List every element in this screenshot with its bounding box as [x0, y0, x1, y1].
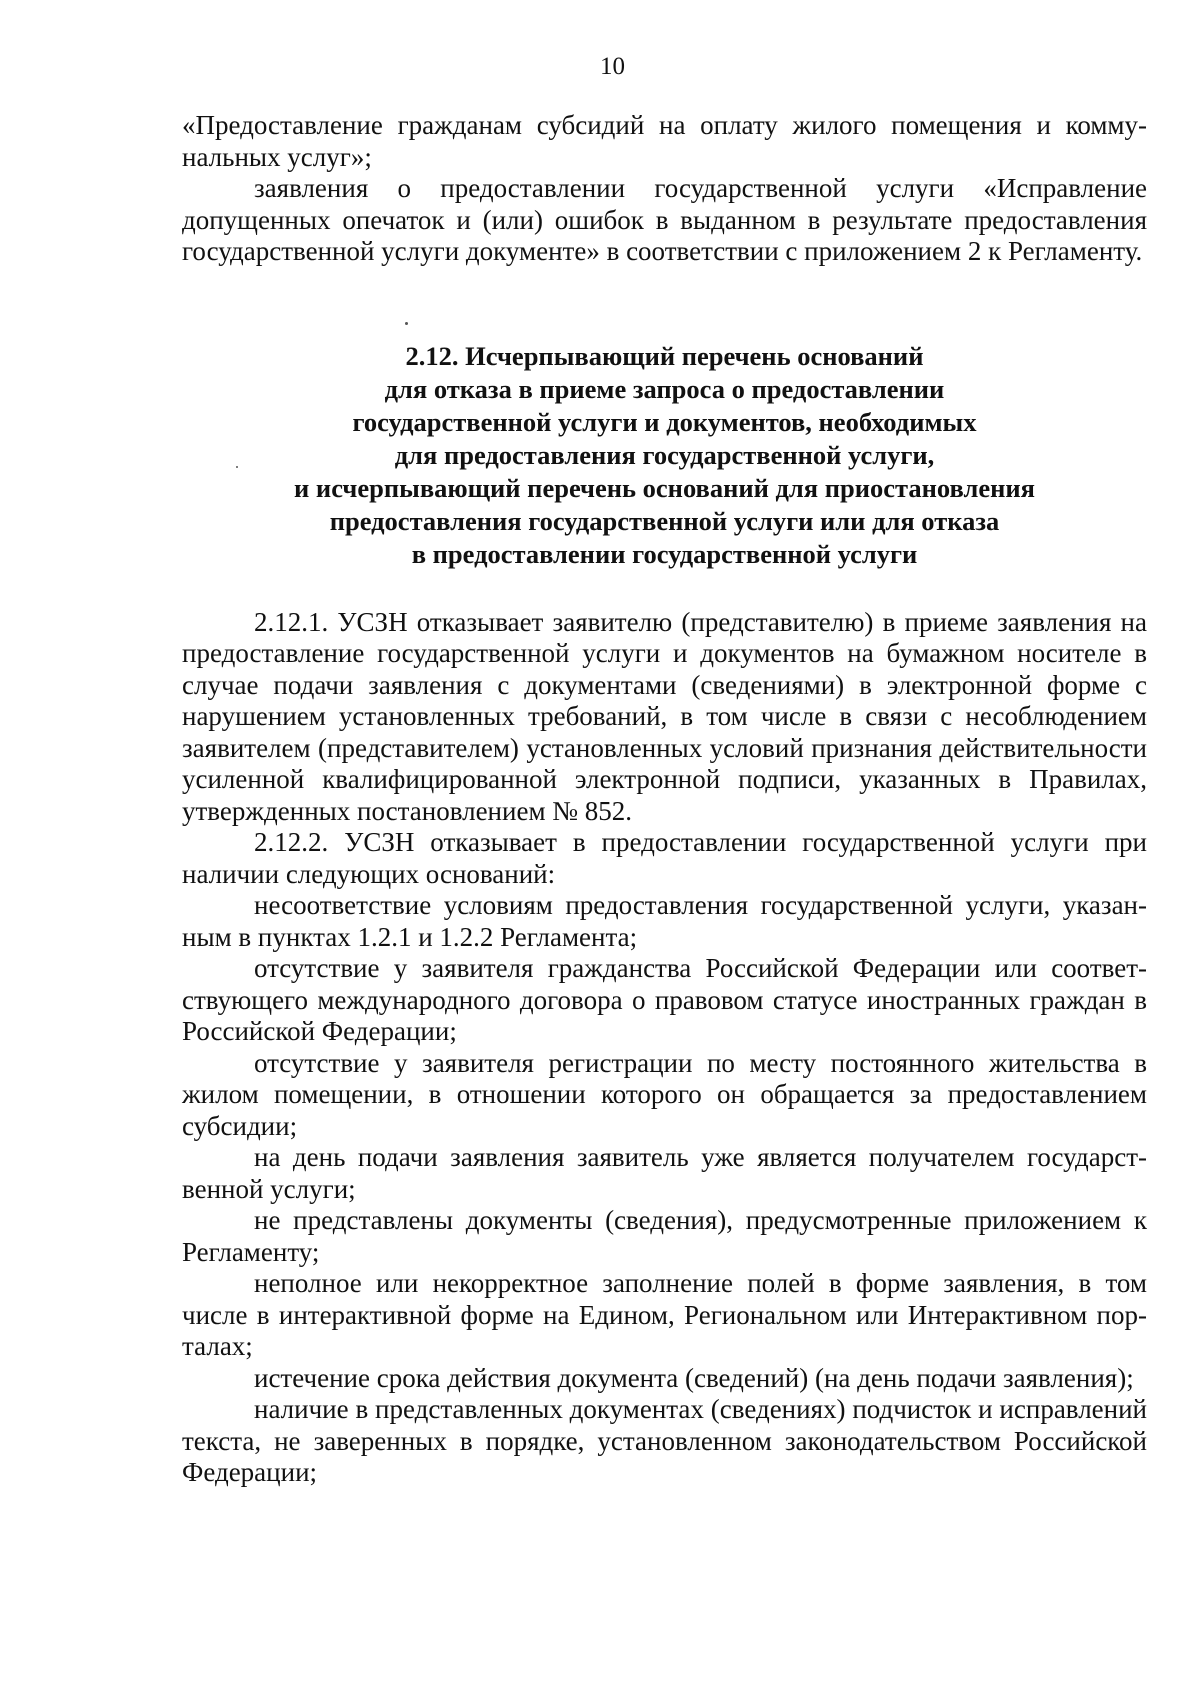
- heading-line: 2.12. Исчерпывающий перечень оснований: [405, 340, 924, 371]
- heading-line: в предоставлении государственной услуги: [411, 538, 918, 569]
- paragraph: на день подачи заявления заявитель уже является получателем государственной услуги;: [182, 1142, 1147, 1204]
- paragraph: отсутствие у заявителя регистрации по месту постоянного жительства в жилом помещении, в отношении которого он обращается за предоставлением субсидии;: [182, 1047, 1147, 1141]
- scan-speck: [236, 466, 238, 468]
- heading-line: и исчерпывающий перечень оснований для приостановления: [294, 472, 1035, 503]
- document-body: [182, 110, 1147, 1489]
- paragraph: наличие в представленных документах (сведениях) подчисток и исправлений текста, не заверенных в порядке, установленном законодательством Российской Федерации;: [182, 1394, 1147, 1487]
- paragraph: «Предоставление гражданам субсидий на оплату жилого помещения и коммунальных услуг»;: [182, 110, 1147, 172]
- paragraph: не представлены документы (сведения), предусмотренные приложением к Регламенту;: [182, 1205, 1147, 1267]
- scan-speck: [405, 322, 408, 325]
- heading-line: предоставления государственной услуги или для отказа: [329, 505, 1000, 536]
- paragraph: истечение срока действия документа (сведений) (на день подачи заявления);: [254, 1362, 1134, 1393]
- heading-line: для отказа в приеме запроса о предоставлении: [384, 373, 945, 404]
- paragraph: несоответствие условиям предоставления государственной услуги, указанным в пунктах 1.2.1 и 1.2.2 Регламента;: [182, 890, 1147, 952]
- page-number: 10: [600, 53, 625, 80]
- section-heading: [182, 340, 1147, 571]
- heading-line: для предоставления государственной услуги,: [394, 439, 935, 470]
- paragraph: заявления о предоставлении государственной услуги «Исправление допущенных опечаток и (или) ошибок в выданном в результате предоставления государственной услуги документе» в соответствии с приложением 2 к Регламенту.: [182, 173, 1147, 266]
- heading-line: государственной услуги и документов, необходимых: [352, 406, 977, 437]
- paragraph: неполное или некорректное заполнение полей в форме заявления, в том числе в интерактивной форме на Едином, Региональном или Интерактивном порталах;: [182, 1268, 1147, 1361]
- paragraph: 2.12.1. УСЗН отказывает заявителю (представителю) в приеме заявления на предоставление государственной услуги и документов на бумажном носителе в случае подачи заявления с документами (сведениями) в электронной форме с нарушением установленных требований, в том числе в связи с несоблюдением заявителем (представителем) установленных условий признания действительности усиленной квалифицированной электронной подписи, указанных в Правилах, утвержденных постановлением № 852.: [182, 606, 1147, 826]
- paragraph: 2.12.2. УСЗН отказывает в предоставлении государственной услуги при наличии следующих оснований:: [182, 827, 1147, 889]
- paragraph: отсутствие у заявителя гражданства Российской Федерации или соответствующего международного договора о правовом статусе иностранных граждан в Российской Федерации;: [182, 953, 1147, 1046]
